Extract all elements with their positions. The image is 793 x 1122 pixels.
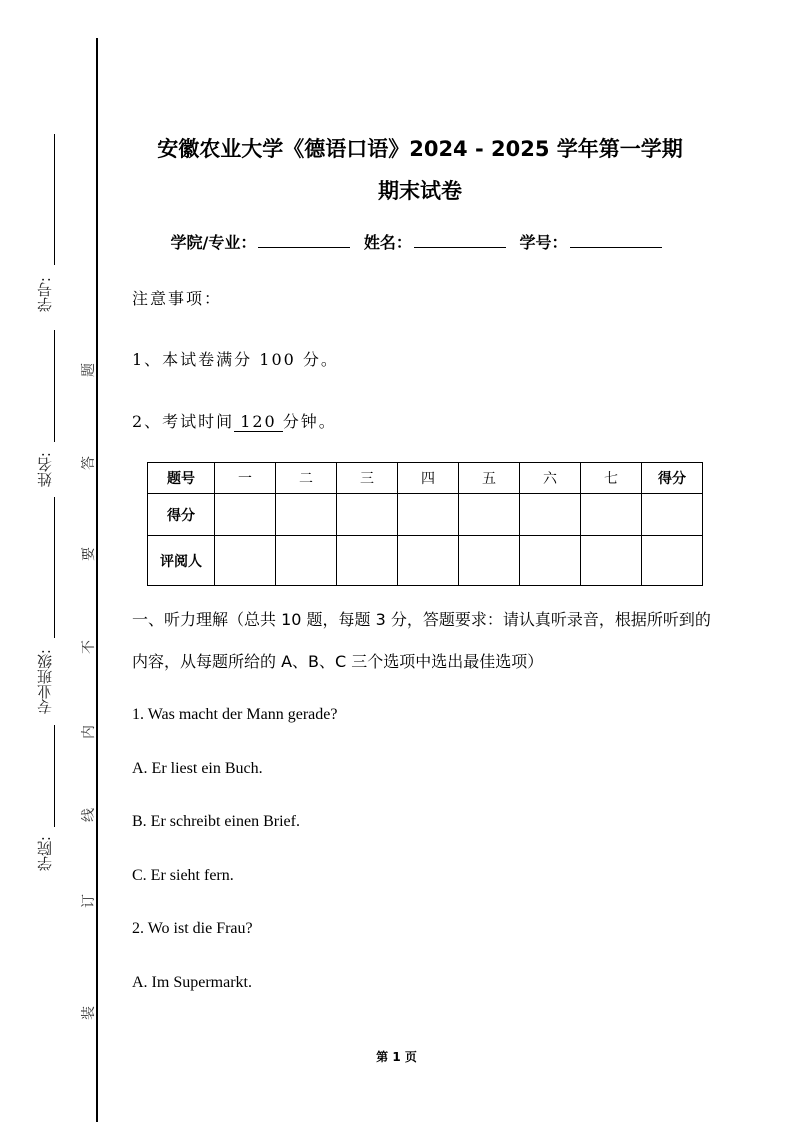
grader-cell[interactable]: [459, 536, 520, 586]
question-1: 1. Was macht der Mann gerade?: [132, 706, 338, 723]
margin-warning-char: 装: [81, 1006, 97, 1020]
page-number: 第 1 页: [376, 1050, 417, 1064]
table-header-cell: 六: [520, 463, 581, 494]
margin-warning-char: 不: [81, 640, 97, 654]
score-cell[interactable]: [581, 494, 642, 536]
margin-warning-char: 线: [81, 808, 97, 822]
score-table: [147, 462, 703, 586]
name-field[interactable]: [414, 233, 506, 248]
student-id-label: 学号：: [519, 233, 568, 252]
question-2-option-a: A. Im Supermarkt.: [132, 974, 252, 991]
margin-warning-char: 题: [81, 363, 97, 377]
margin-warning-char: 要: [81, 547, 97, 561]
note-item-2-suffix: 分钟。: [282, 412, 337, 431]
table-header-row: [148, 463, 703, 494]
margin-warning-char: 内: [81, 725, 97, 739]
note-item-1: 1、本试卷满分 100 分。: [132, 350, 339, 369]
table-header-cell: 七: [581, 463, 642, 494]
grader-cell[interactable]: [276, 536, 337, 586]
student-info-row: [120, 230, 720, 253]
table-header-cell: 二: [276, 463, 337, 494]
table-header-cell: 三: [337, 463, 398, 494]
question-2: 2. Wo ist die Frau?: [132, 920, 253, 937]
name-line: [54, 330, 55, 442]
college-major-field[interactable]: [258, 233, 350, 248]
grader-cell[interactable]: [398, 536, 459, 586]
margin-warning-char: 订: [81, 894, 97, 908]
margin-college-label: 学院:: [36, 836, 54, 872]
table-header-cell: 四: [398, 463, 459, 494]
score-cell[interactable]: [337, 494, 398, 536]
student-id-line: [54, 134, 55, 265]
table-row: [148, 494, 703, 536]
exam-subtitle: 期末试卷: [378, 179, 462, 203]
score-cell[interactable]: [215, 494, 276, 536]
grader-cell[interactable]: [215, 536, 276, 586]
question-1-option-b: B. Er schreibt einen Brief.: [132, 813, 300, 830]
section-1-instruction: 一、听力理解（总共 10 题，每题 3 分，答题要求：请认真听录音，根据所听到的内容，从每题所给的 A、B、C 三个选项中选出最佳选项）: [132, 610, 711, 671]
score-cell[interactable]: [276, 494, 337, 536]
table-header-cell: 得分: [642, 463, 703, 494]
exam-duration-value: 120: [234, 412, 283, 432]
notes-heading: 注意事项：: [132, 289, 223, 308]
table-header-cell: 五: [459, 463, 520, 494]
question-1-option-c: C. Er sieht fern.: [132, 867, 234, 884]
major-class-line: [54, 497, 55, 638]
margin-warning-char: 答: [81, 456, 97, 470]
college-line: [54, 725, 55, 827]
row-label: 得分: [148, 494, 215, 536]
name-label: 姓名：: [363, 233, 412, 252]
grader-cell[interactable]: [337, 536, 398, 586]
table-row: [148, 536, 703, 586]
row-label: 评阅人: [148, 536, 215, 586]
grader-cell[interactable]: [520, 536, 581, 586]
grader-cell[interactable]: [642, 536, 703, 586]
note-item-2: [132, 409, 337, 432]
score-cell[interactable]: [642, 494, 703, 536]
college-major-label: 学院/专业：: [170, 233, 257, 252]
margin-name-label: 姓名:: [36, 452, 54, 488]
margin-major-class-label: 专业班级:: [36, 649, 54, 715]
binding-line: [96, 38, 98, 1122]
table-header-cell: 题号: [148, 463, 215, 494]
score-cell[interactable]: [459, 494, 520, 536]
table-header-cell: 一: [215, 463, 276, 494]
exam-title: 安徽农业大学《德语口语》2024 - 2025 学年第一学期: [157, 137, 683, 161]
student-id-field[interactable]: [570, 233, 662, 248]
note-item-2-prefix: 2、考试时间: [132, 412, 235, 431]
score-cell[interactable]: [398, 494, 459, 536]
margin-student-id-label: 学号:: [36, 277, 54, 313]
grader-cell[interactable]: [581, 536, 642, 586]
question-1-option-a: A. Er liest ein Buch.: [132, 760, 263, 777]
score-cell[interactable]: [520, 494, 581, 536]
